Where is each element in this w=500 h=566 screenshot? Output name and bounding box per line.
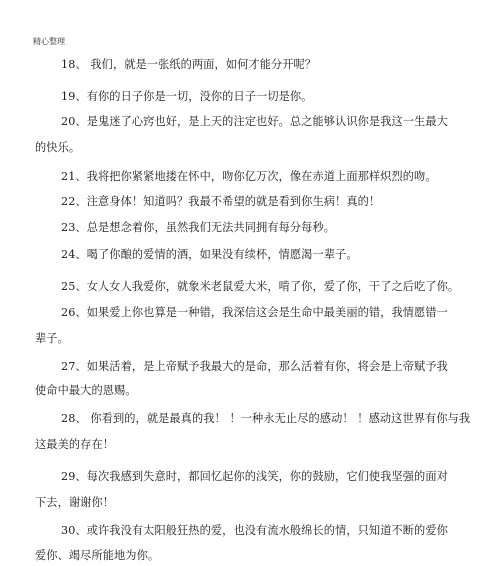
text-line: 使命中最大的恩赐。 bbox=[35, 384, 137, 397]
text-line: 18、 我们，就是一张纸的两面，如何才能分开呢？ bbox=[61, 58, 317, 71]
text-line: 27、如果活着，是上帝赋予我最大的是命，那么活着有你，将会是上帝赋予我 bbox=[61, 360, 448, 373]
text-line: 25、女人女人我爱你，就象米老鼠爱大米，啃了你，爱了你，干了之后吃了你。 bbox=[61, 280, 460, 293]
text-line: 辈子。 bbox=[35, 332, 69, 345]
text-line: 下去，谢谢你！ bbox=[35, 496, 115, 509]
text-line: 30、或许我没有太阳般狂热的爱，也没有流水般绵长的情，只知道不断的爱你 bbox=[61, 524, 448, 537]
text-line: 的快乐。 bbox=[35, 141, 81, 154]
text-line: 22、注意身体！知道吗？我最不希望的就是看到你生病！真的！ bbox=[61, 195, 381, 208]
text-line: 28、 你看到的，就是最真的我！ ！一种永无止尽的感动！ ！感动这世界有你与我 bbox=[61, 412, 471, 425]
text-line: 24、喝了你酿的爱情的酒，如果没有续杯，情愿渴一辈子。 bbox=[61, 248, 358, 261]
text-line: 20、是鬼迷了心窍也好，是上天的注定也好。总之能够认识你是我这一生最大 bbox=[61, 115, 448, 128]
text-line: 23、总是想念着你，虽然我们无法共同拥有每分每秒。 bbox=[61, 221, 336, 234]
text-line: 26、如果爱上你也算是一种错，我深信这会是生命中最美丽的错，我情愿错一 bbox=[61, 306, 448, 319]
page-header: 精心整理 bbox=[33, 37, 65, 46]
text-line: 这最美的存在！ bbox=[35, 438, 115, 451]
text-line: 21、我将把你紧紧地搂在怀中，吻你亿万次，像在赤道上面那样炽烈的吻。 bbox=[61, 170, 437, 183]
text-line: 爱你、竭尽所能地为你。 bbox=[35, 549, 160, 562]
text-line: 19、有你的日子你是一切，没你的日子一切是你。 bbox=[61, 90, 313, 103]
text-line: 29、每次我感到失意时，都回忆起你的浅笑，你的鼓励，它们使我坚强的面对 bbox=[61, 470, 448, 483]
